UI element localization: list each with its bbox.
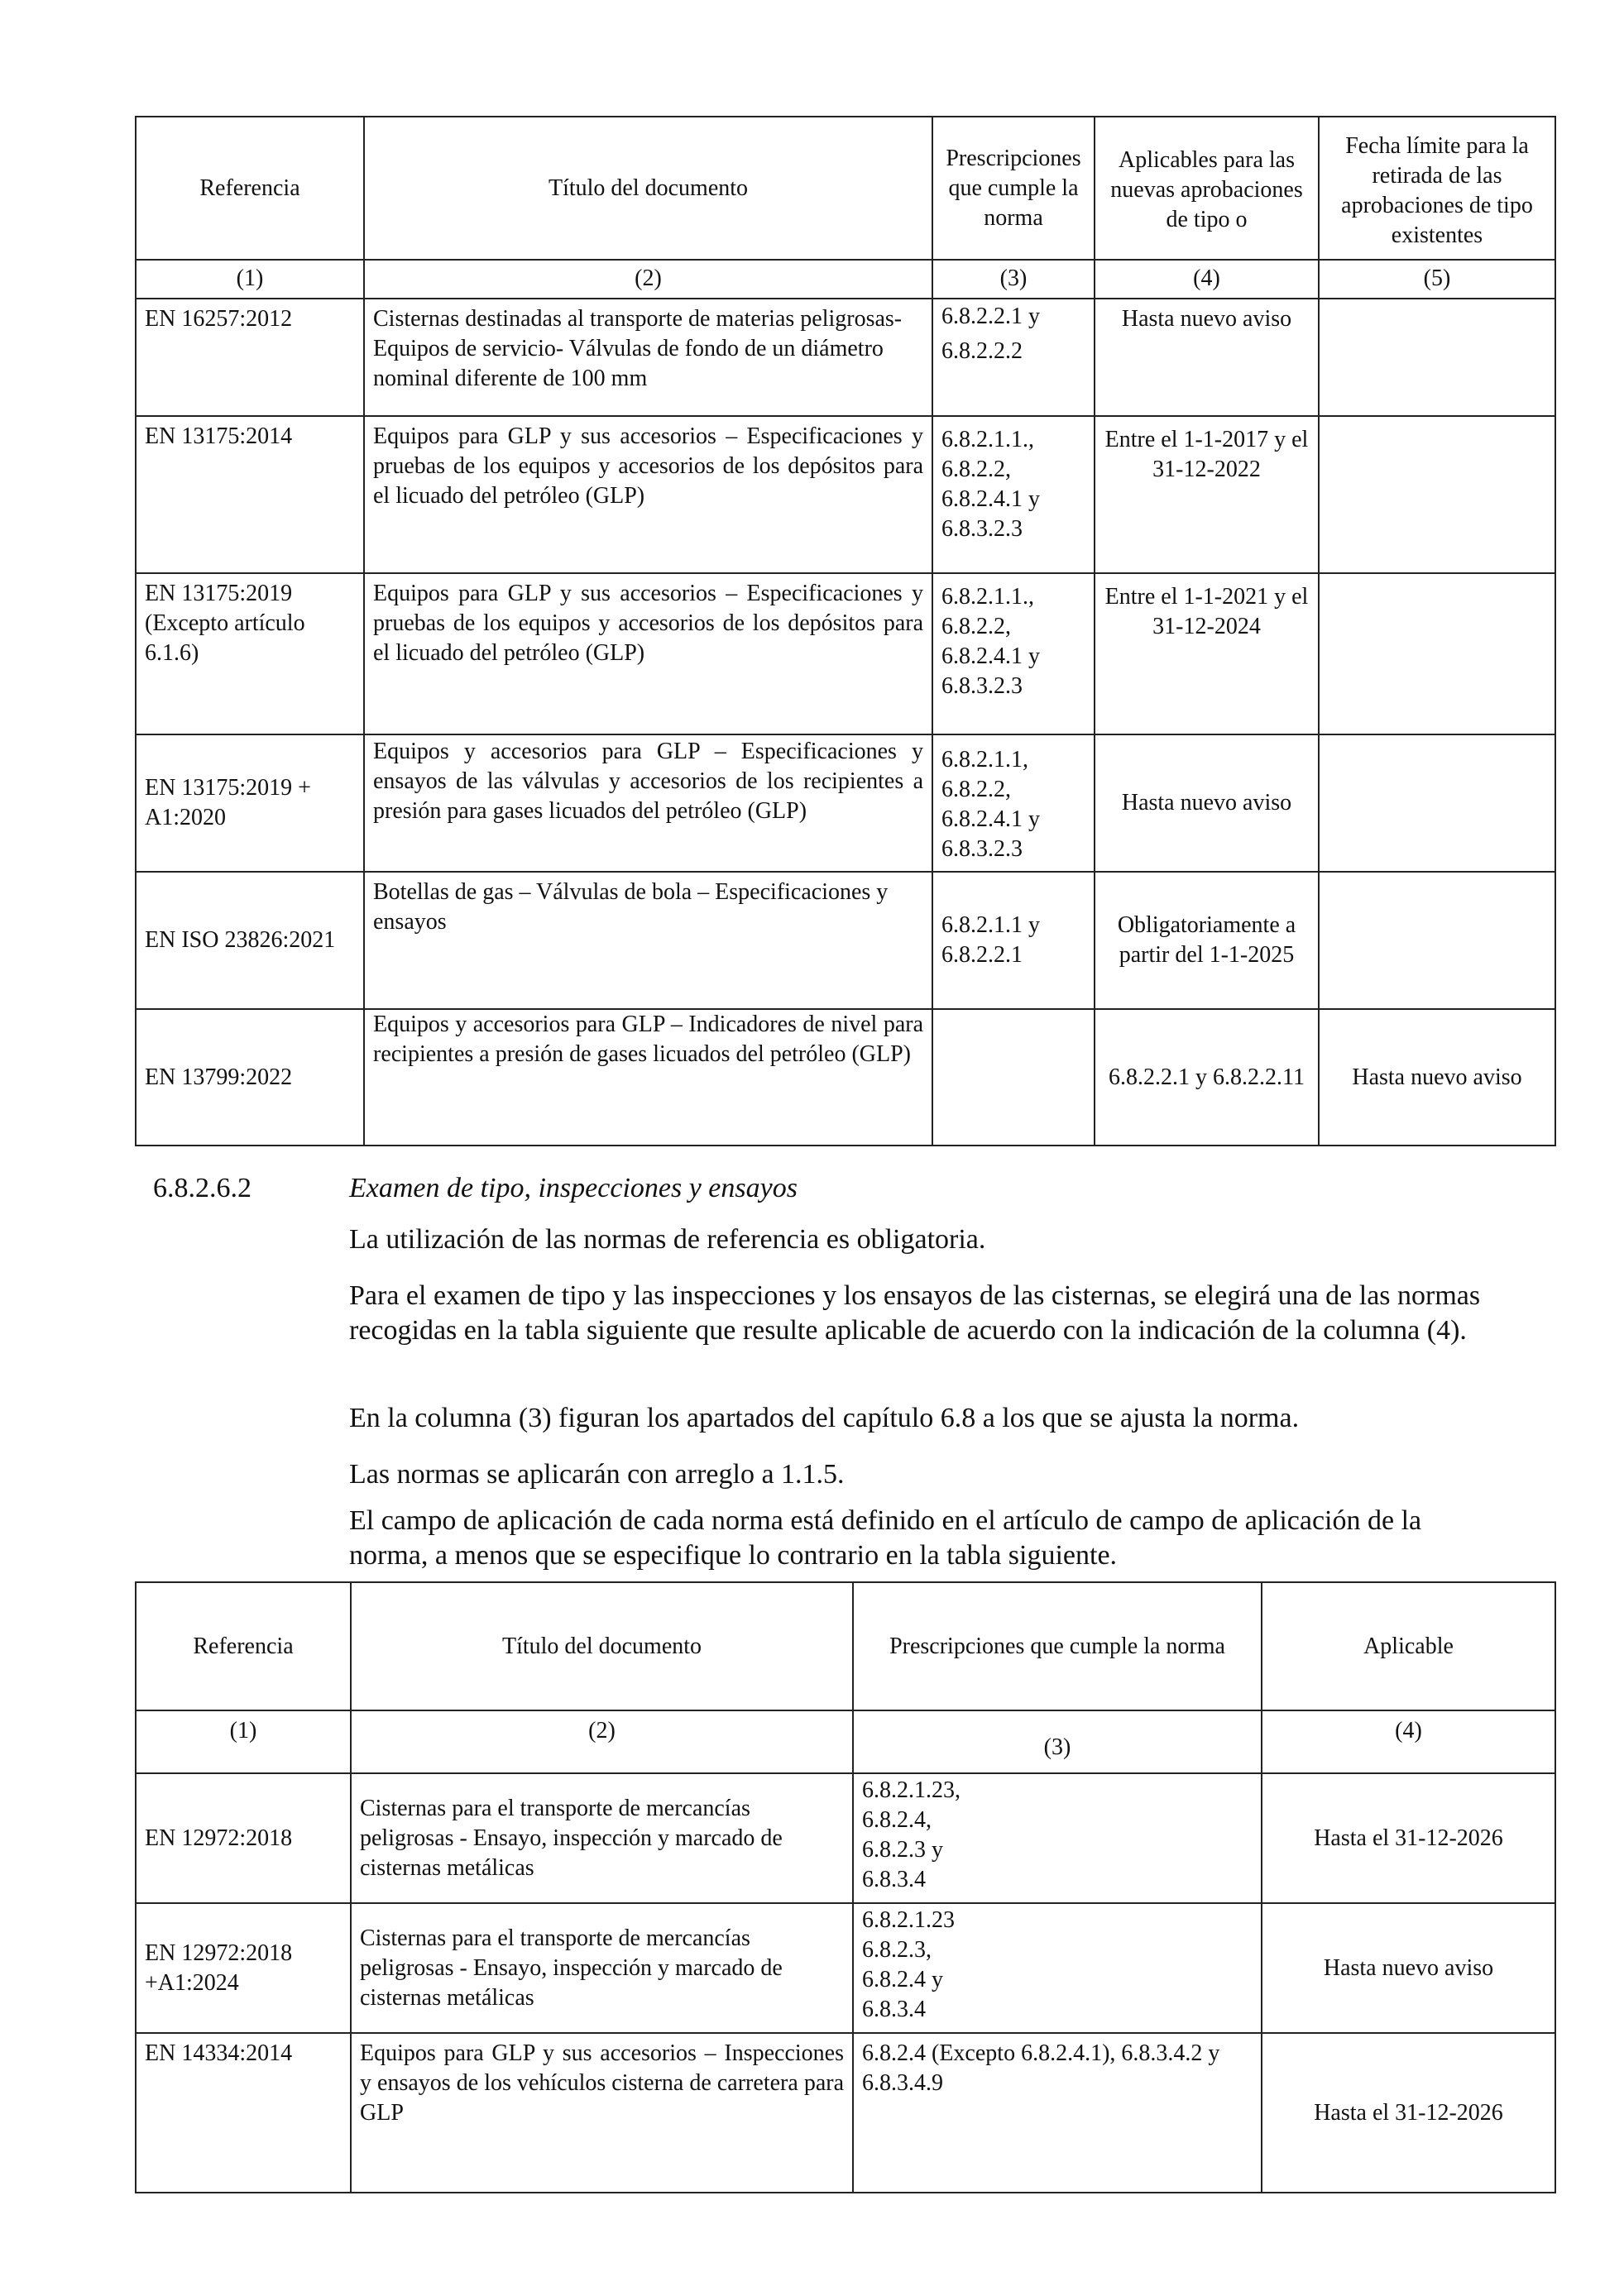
presc-line: 6.8.2.1.1,	[941, 747, 1028, 773]
table2-presc-cell: 6.8.2.4 (Excepto 6.8.2.4.1), 6.8.3.4.2 y 6.8.3.4.9	[853, 2033, 1262, 2193]
table1-title-cell: Equipos y accesorios para GLP – Especificaciones y ensayos de las válvulas y accesorios de los recipientes a presión para gases licuados del petróleo (GLP)	[364, 734, 932, 872]
standards-table-1	[135, 116, 1556, 1146]
table-row	[136, 1773, 1555, 1903]
table-row	[136, 1009, 1555, 1146]
table1-aplic-cell: Entre el 1-1-2021 y el 31-12-2024	[1095, 573, 1319, 734]
table1-presc-cell	[932, 872, 1095, 1009]
table1-aplic-cell: Entre el 1-1-2017 y el 31-12-2022	[1095, 416, 1319, 573]
table-row	[136, 872, 1555, 1009]
table1-presc-cell	[932, 573, 1095, 734]
table2-aplic-cell: Hasta el 31-12-2026	[1262, 2033, 1555, 2193]
table2-aplic-cell: Hasta el 31-12-2026	[1262, 1773, 1555, 1903]
standards-table-2	[135, 1581, 1556, 2193]
table1-presc-cell	[932, 734, 1095, 872]
table1-fecha-cell	[1319, 872, 1555, 1009]
presc-line: 6.8.2.4,	[862, 1807, 932, 1833]
section-paragraph: Para el examen de tipo y las inspecciones y los ensayos de las cisternas, se elegirá una de las normas recogidas en la tabla siguiente que resulte aplicable de acuerdo con la indicación de la columna (4).	[349, 1280, 1481, 1346]
presc-line: 6.8.2.3 y	[862, 1837, 943, 1863]
presc-line: 6.8.2.4.1 y	[941, 486, 1040, 512]
table1-title-cell: Equipos para GLP y sus accesorios – Especificaciones y pruebas de los equipos y accesorios de los depósitos para el licuado del petróleo (GLP)	[364, 416, 932, 573]
table1-fecha-cell: Hasta nuevo aviso	[1319, 1009, 1555, 1146]
presc-line: 6.8.2.2.1 y	[941, 304, 1040, 329]
table1-colnum-row	[136, 260, 1555, 299]
presc-line: 6.8.2.4 y	[862, 1967, 943, 1992]
presc-line: 6.8.2.3,	[862, 1937, 932, 1963]
table2-header-presc: Prescripciones que cumple la norma	[853, 1582, 1262, 1710]
section-paragraph: La utilización de las normas de referencia es obligatoria.	[349, 1224, 986, 1255]
table-row	[136, 416, 1555, 573]
table-row	[136, 1903, 1555, 2033]
table-row	[136, 2033, 1555, 2193]
presc-line: 6.8.2.2.2	[941, 338, 1023, 364]
table-row	[136, 573, 1555, 734]
table2-header-row	[136, 1582, 1555, 1710]
presc-line: 6.8.2.1.1.,	[941, 584, 1034, 610]
presc-line: 6.8.2.2.1	[941, 942, 1023, 968]
table1-title-cell: Equipos para GLP y sus accesorios – Especificaciones y pruebas de los equipos y accesorios de los depósitos para el licuado del petróleo (GLP)	[364, 573, 932, 734]
presc-line: 6.8.2.1.23,	[862, 1777, 961, 1803]
table2-colnum-1: (1)	[136, 1710, 351, 1773]
table1-colnum-5: (5)	[1319, 260, 1555, 299]
table1-ref-cell: EN 13175:2014	[136, 416, 364, 573]
table2-header-ref: Referencia	[136, 1582, 351, 1710]
table1-ref-cell: EN 13175:2019 (Excepto artículo 6.1.6)	[136, 573, 364, 734]
presc-line: 6.8.2.4.1 y	[941, 806, 1040, 832]
presc-line: 6.8.3.2.3	[941, 673, 1023, 699]
table2-title-cell: Cisternas para el transporte de mercancías peligrosas - Ensayo, inspección y marcado de cisternas metálicas	[351, 1903, 853, 2033]
table1-header-ref: Referencia	[136, 117, 364, 260]
presc-line: 6.8.3.2.3	[941, 516, 1023, 542]
presc-line: 6.8.2.4.1 y	[941, 643, 1040, 669]
table2-ref-cell: EN 12972:2018	[136, 1773, 351, 1903]
table2-ref-cell: EN 14334:2014	[136, 2033, 351, 2193]
table1-aplic-cell: Hasta nuevo aviso	[1095, 734, 1319, 872]
table1-ref-cell: EN 16257:2012	[136, 299, 364, 416]
table1-aplic-cell: 6.8.2.2.1 y 6.8.2.2.11	[1095, 1009, 1319, 1146]
table1-header-aplic: Aplicables para las nuevas aprobaciones de tipo o	[1095, 117, 1319, 260]
table1-header-row	[136, 117, 1555, 260]
table2-header-title: Título del documento	[351, 1582, 853, 1710]
table2-presc-cell	[853, 1773, 1262, 1903]
presc-line: 6.8.2.1.1 y	[941, 912, 1040, 938]
table1-fecha-cell	[1319, 299, 1555, 416]
table2-presc-cell	[853, 1903, 1262, 2033]
table-row	[136, 299, 1555, 416]
section-number: 6.8.2.6.2	[153, 1173, 252, 1203]
presc-line: 6.8.2.2,	[941, 614, 1011, 639]
presc-line: 6.8.2.1.1.,	[941, 427, 1034, 452]
section-paragraph: El campo de aplicación de cada norma está definido en el artículo de campo de aplicación de la norma, a menos que se especifique lo contrario en la tabla siguiente.	[349, 1505, 1422, 1571]
table1-fecha-cell	[1319, 734, 1555, 872]
section-paragraph: Las normas se aplicarán con arreglo a 1.1.5.	[349, 1459, 845, 1490]
table2-title-cell: Cisternas para el transporte de mercancías peligrosas - Ensayo, inspección y marcado de cisternas metálicas	[351, 1773, 853, 1903]
presc-line: 6.8.2.2,	[941, 777, 1011, 802]
table1-colnum-3: (3)	[932, 260, 1095, 299]
section-paragraph: En la columna (3) figuran los apartados del capítulo 6.8 a los que se ajusta la norma.	[349, 1403, 1300, 1433]
presc-line: 6.8.3.2.3	[941, 836, 1023, 862]
table-row	[136, 734, 1555, 872]
presc-line: 6.8.2.2,	[941, 457, 1011, 482]
table2-aplic-cell: Hasta nuevo aviso	[1262, 1903, 1555, 2033]
table1-presc-cell	[932, 299, 1095, 416]
table1-title-cell: Cisternas destinadas al transporte de materias peligrosas- Equipos de servicio- Válvulas de fondo de un diámetro nominal diferente de 100 mm	[364, 299, 932, 416]
table2-colnum-4: (4)	[1262, 1710, 1555, 1773]
table2-colnum-2: (2)	[351, 1710, 853, 1773]
table1-ref-cell: EN 13799:2022	[136, 1009, 364, 1146]
table1-ref-cell: EN ISO 23826:2021	[136, 872, 364, 1009]
presc-line: 6.8.3.4	[862, 1867, 926, 1892]
presc-line: 6.8.2.1.23	[862, 1907, 955, 1933]
table2-colnum-row	[136, 1710, 1555, 1773]
table1-fecha-cell	[1319, 573, 1555, 734]
table2-header-aplic: Aplicable	[1262, 1582, 1555, 1710]
presc-line: 6.8.3.4	[862, 1997, 926, 2022]
table2-colnum-3: (3)	[853, 1710, 1262, 1773]
table1-header-title: Título del documento	[364, 117, 932, 260]
table1-fecha-cell	[1319, 416, 1555, 573]
table1-title-cell: Equipos y accesorios para GLP – Indicadores de nivel para recipientes a presión de gases licuados del petróleo (GLP)	[364, 1009, 932, 1146]
table1-presc-cell	[932, 1009, 1095, 1146]
table1-colnum-2: (2)	[364, 260, 932, 299]
table1-header-presc: Prescripciones que cumple la norma	[932, 117, 1095, 260]
table1-colnum-1: (1)	[136, 260, 364, 299]
table1-ref-cell: EN 13175:2019 + A1:2020	[136, 734, 364, 872]
section-title: Examen de tipo, inspecciones y ensayos	[349, 1173, 798, 1203]
table1-colnum-4: (4)	[1095, 260, 1319, 299]
table1-presc-cell	[932, 416, 1095, 573]
table1-aplic-cell: Hasta nuevo aviso	[1095, 299, 1319, 416]
table2-title-cell: Equipos para GLP y sus accesorios – Inspecciones y ensayos de los vehículos cisterna de carretera para GLP	[351, 2033, 853, 2193]
table1-title-cell: Botellas de gas – Válvulas de bola – Especificaciones y ensayos	[364, 872, 932, 1009]
table2-ref-cell: EN 12972:2018 +A1:2024	[136, 1903, 351, 2033]
table1-aplic-cell: Obligatoriamente a partir del 1-1-2025	[1095, 872, 1319, 1009]
table1-header-fecha: Fecha límite para la retirada de las aprobaciones de tipo existentes	[1319, 117, 1555, 260]
